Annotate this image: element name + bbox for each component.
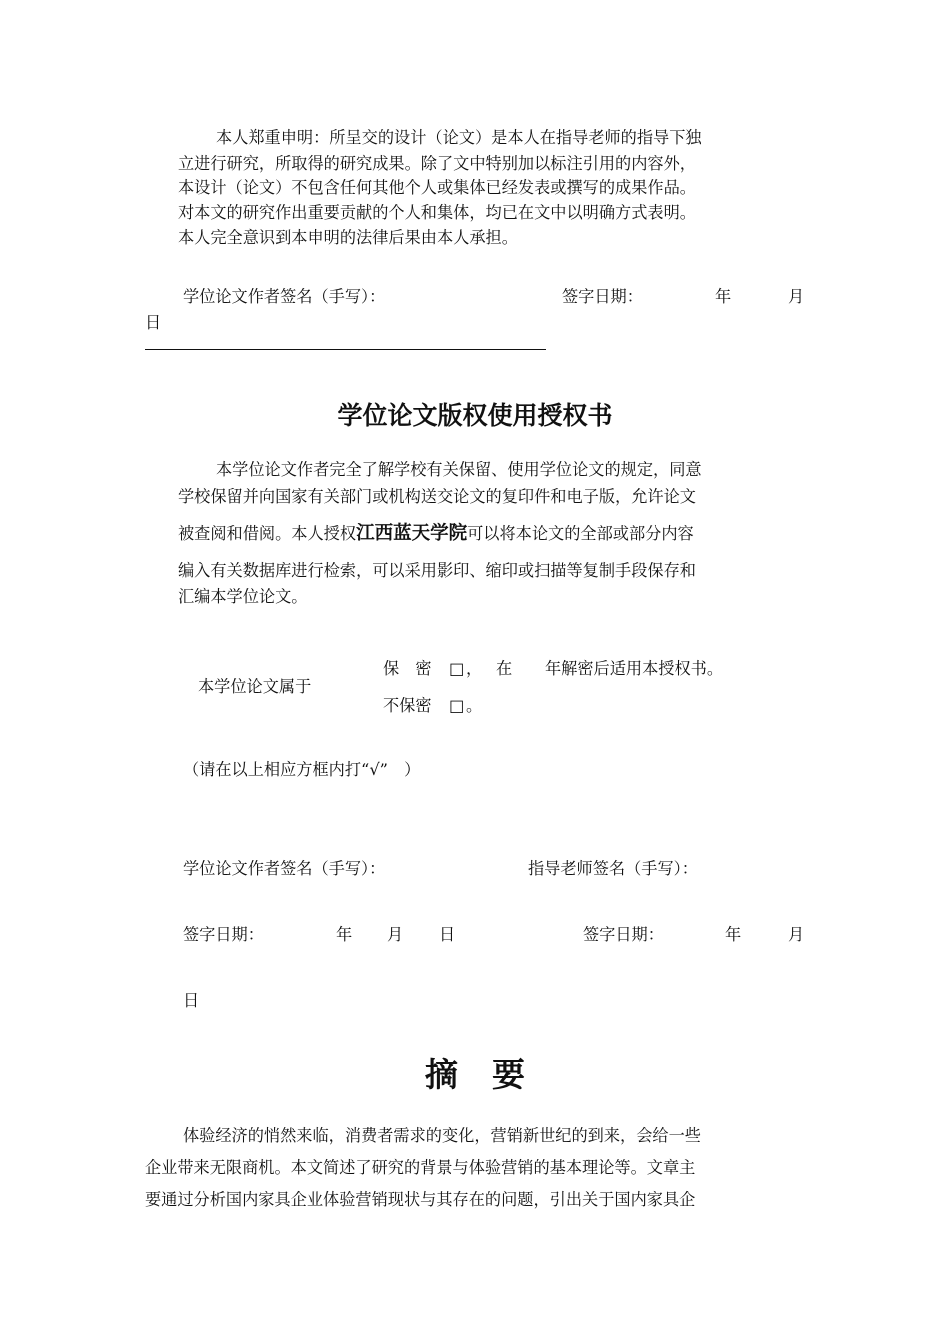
author-sign-year: 年 — [336, 925, 353, 944]
declaration-line-1: 本人郑重申明：所呈交的设计（论文）是本人在指导老师的指导下独 — [216, 128, 702, 147]
advisor-sign-date-label: 签字日期： — [583, 925, 664, 944]
not-confidential-label: 不保密 — [383, 696, 432, 715]
author-sign-date-label: 签字日期： — [183, 925, 264, 944]
authorization-line-1: 本学位论文作者完全了解学校有关保留、使用学位论文的规定，同意 — [216, 460, 702, 479]
abstract-line-1: 体验经济的悄然来临，消费者需求的变化，营销新世纪的到来，会给一些 — [183, 1126, 701, 1145]
authorization-line-2: 学校保留并向国家有关部门或机构送交论文的复印件和电子版，允许论文 — [178, 487, 696, 506]
not-confidential-checkbox[interactable]: □ — [449, 696, 465, 715]
confidential-label: 保 密 — [383, 659, 432, 678]
checkbox-instruction: （请在以上相应方框内打“√” ） — [183, 760, 421, 779]
author-signature-label: 学位论文作者签名（手写）： — [183, 859, 386, 878]
declaration-sign-date-label: 签字日期： — [562, 287, 643, 306]
declaration-line-3: 本设计（论文）不包含任何其他个人或集体已经发表或撰写的成果作品。 — [178, 178, 696, 197]
school-name: 江西蓝天学院 — [356, 523, 468, 544]
advisor-sign-month: 月 — [788, 925, 805, 944]
abstract-line-3: 要通过分析国内家具企业体验营销现状与其存在的问题，引出关于国内家具企 — [145, 1190, 696, 1209]
authorization-line-3 — [178, 525, 694, 544]
declaration-line-2: 立进行研究，所取得的研究成果。除了文中特别加以标注引用的内容外， — [178, 154, 696, 173]
advisor-signature-label: 指导老师签名（手写）： — [528, 859, 698, 878]
declaration-year: 年 — [715, 287, 732, 306]
confidential-checkbox[interactable]: □ — [449, 659, 465, 678]
authorization-line-3-after: 可以将本论文的全部或部分内容 — [467, 524, 694, 543]
declaration-month: 月 — [788, 287, 805, 306]
belongs-label: 本学位论文属于 — [198, 677, 312, 696]
declaration-line-5: 本人完全意识到本申明的法律后果由本人承担。 — [178, 228, 518, 247]
not-confidential-period: 。 — [466, 696, 483, 715]
declaration-line-4: 对本文的研究作出重要贡献的个人和集体，均已在文中以明确方式表明。 — [178, 203, 696, 222]
advisor-sign-year: 年 — [725, 925, 742, 944]
author-sign-month: 月 — [387, 925, 404, 944]
declassify-text: 年解密后适用本授权书。 — [545, 659, 724, 678]
authorization-line-5: 汇编本学位论文。 — [178, 587, 308, 606]
abstract-title — [0, 1049, 950, 1096]
advisor-sign-day: 日 — [183, 991, 200, 1010]
declaration-author-signature-label: 学位论文作者签名（手写）： — [183, 287, 386, 306]
confidential-comma: ， — [466, 659, 483, 678]
authorization-line-4: 编入有关数据库进行检索，可以采用影印、缩印或扫描等复制手段保存和 — [178, 561, 696, 580]
author-sign-day: 日 — [439, 925, 456, 944]
in-word: 在 — [496, 659, 513, 678]
declaration-day: 日 — [145, 313, 162, 332]
abstract-line-2: 企业带来无限商机。本文简述了研究的背景与体验营销的基本理论等。文章主 — [145, 1158, 696, 1177]
abstract-title-part-2: 要 — [492, 1055, 525, 1094]
authorization-line-3-before: 被查阅和借阅。本人授权 — [178, 524, 357, 543]
abstract-title-part-1: 摘 — [425, 1055, 458, 1094]
authorization-title: 学位论文版权使用授权书 — [337, 401, 613, 430]
signature-rule — [145, 349, 546, 350]
